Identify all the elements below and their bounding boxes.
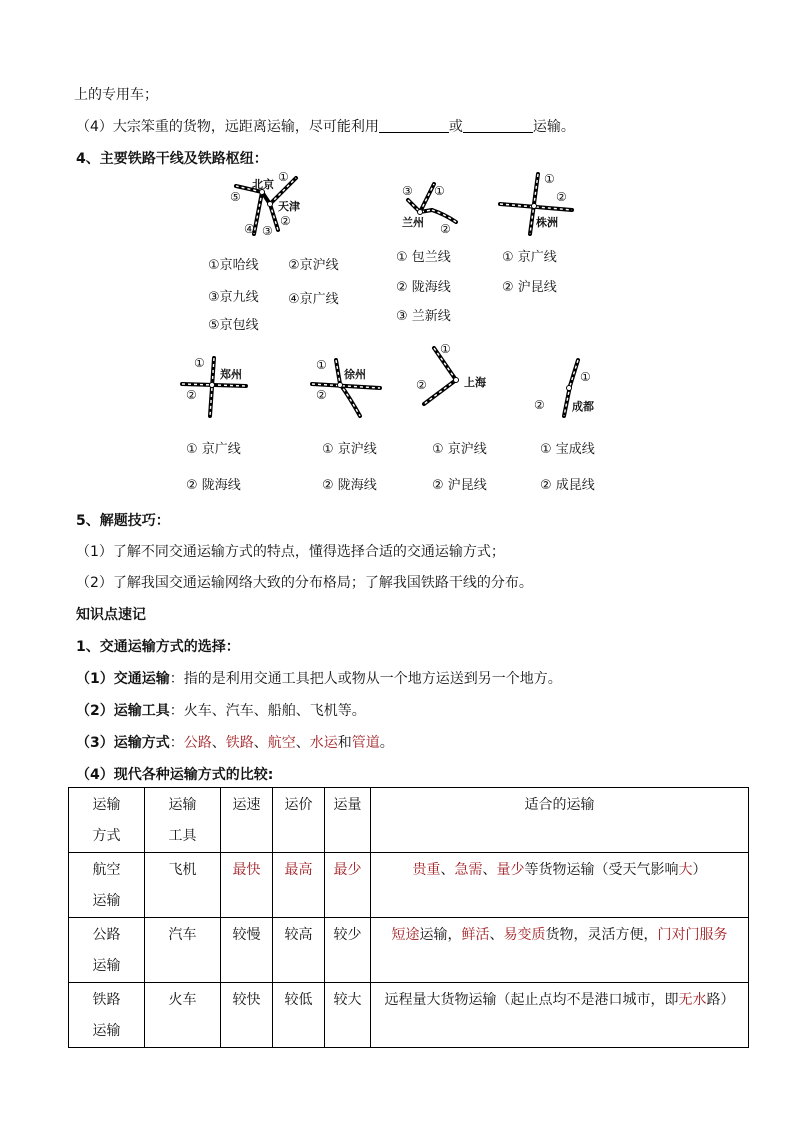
item4-text-c: 运输。	[532, 119, 575, 135]
cell-price: 较低	[273, 983, 325, 1048]
beijing-marker-5: ⑤	[230, 190, 241, 204]
tianjin-city-label: 天津	[278, 200, 300, 213]
transport-comparison-table	[68, 787, 749, 1048]
beijing-line-label-2: ②京沪线	[288, 258, 339, 273]
cell-speed: 最快	[221, 853, 273, 918]
table-row	[69, 853, 749, 918]
cell-mode: 公路运输	[69, 918, 145, 983]
chengdu-line-label-1: ① 宝成线	[540, 442, 595, 457]
beijing-marker-3: ③	[262, 224, 273, 238]
shanghai-city-label: 上海	[464, 376, 486, 389]
cell-suitable: 远程量大货物运输（起止点均不是港口城市，即无水路）	[371, 983, 749, 1048]
zhuzhou-city-label: 株洲	[536, 216, 558, 229]
knowledge-point-3	[76, 732, 394, 752]
xuzhou-line-label-2: ② 陇海线	[322, 478, 377, 493]
beijing-line-label-1: ①京哈线	[208, 258, 259, 273]
cell-volume: 较大	[325, 983, 371, 1048]
point-1-text: ：指的是利用交通工具把人或物从一个地方运送到另一个地方。	[169, 671, 562, 687]
section-5-heading: 5、解题技巧：	[76, 513, 170, 529]
chengdu-marker-2: ②	[534, 398, 545, 412]
item4-text-a: （4）大宗笨重的货物，远距离运输，尽可能利用	[76, 119, 379, 135]
separator: 、	[253, 735, 268, 751]
mode-pipeline: 管道	[351, 735, 380, 751]
lanzhou-marker-3: ③	[402, 184, 413, 198]
header-price: 运价	[273, 788, 325, 853]
header-mode: 运输方式	[69, 788, 145, 853]
cell-tool: 火车	[145, 983, 221, 1048]
beijing-line-label-5: ⑤京包线	[208, 318, 259, 333]
beijing-line-label-4: ④京广线	[288, 292, 339, 307]
cell-volume: 最少	[325, 853, 371, 918]
beijing-marker-4: ④	[244, 222, 255, 236]
mode-air: 航空	[267, 735, 296, 751]
shanghai-marker-1: ①	[440, 342, 451, 356]
cell-tool: 汽车	[145, 918, 221, 983]
point-3-colon: ：	[169, 735, 184, 751]
item4-text-b: 或	[448, 119, 463, 135]
period: 。	[379, 735, 394, 751]
zhuzhou-line-label-1: ① 京广线	[502, 250, 557, 265]
point-2-text: ：火车、汽车、船舶、飞机等。	[169, 703, 366, 719]
xuzhou-line-label-1: ① 京沪线	[322, 442, 377, 457]
xuzhou-marker-2: ②	[316, 388, 327, 402]
point-1-label: （1）交通运输	[76, 671, 170, 687]
table-row	[69, 983, 749, 1048]
section-4-heading: 4、主要铁路干线及铁路枢纽：	[76, 151, 268, 167]
separator: 、	[211, 735, 226, 751]
cell-tool: 飞机	[145, 853, 221, 918]
beijing-city-label: 北京	[252, 178, 274, 191]
zhengzhou-marker-1: ①	[194, 356, 205, 370]
cell-speed: 较慢	[221, 918, 273, 983]
beijing-line-label-3: ③京九线	[208, 290, 259, 305]
knowledge-heading: 知识点速记	[76, 607, 146, 623]
shanghai-marker-2: ②	[416, 378, 427, 392]
table-row	[69, 918, 749, 983]
tip-2: （2）了解我国交通运输网络大致的分布格局；了解我国铁路干线的分布。	[76, 575, 533, 591]
mode-railway: 铁路	[225, 735, 254, 751]
cell-price: 较高	[273, 918, 325, 983]
mode-highway: 公路	[183, 735, 212, 751]
lanzhou-marker-2: ②	[440, 222, 451, 236]
zhuzhou-marker-2: ②	[556, 190, 567, 204]
table-header-row	[69, 788, 749, 853]
header-speed: 运速	[221, 788, 273, 853]
cell-suitable: 短途运输，鲜活、易变质货物，灵活方便，门对门服务	[371, 918, 749, 983]
answer-blank-2	[463, 119, 533, 133]
cell-mode: 航空运输	[69, 853, 145, 918]
zhengzhou-line-label-2: ② 陇海线	[186, 478, 241, 493]
separator: 、	[295, 735, 310, 751]
knowledge-point-1	[76, 668, 562, 688]
header-tool: 运输工具	[145, 788, 221, 853]
zhengzhou-marker-2: ②	[186, 388, 197, 402]
chengdu-marker-1: ①	[580, 370, 591, 384]
tip-1: （1）了解不同交通运输方式的特点，懂得选择合适的交通运输方式；	[76, 544, 505, 560]
chengdu-city-label: 成都	[572, 400, 594, 413]
cell-suitable: 贵重、急需、量少等货物运输（受天气影响大）	[371, 853, 749, 918]
zhuzhou-line-label-2: ② 沪昆线	[502, 280, 557, 295]
zhengzhou-line-label-1: ① 京广线	[186, 442, 241, 457]
header-suitable: 适合的运输	[371, 788, 749, 853]
point-2-label: （2）运输工具	[76, 703, 170, 719]
knowledge-point-2	[76, 700, 366, 720]
lanzhou-marker-1: ①	[434, 184, 445, 198]
beijing-marker-2: ②	[280, 214, 291, 228]
knowledge-point-4: （4）现代各种运输方式的比较:	[76, 767, 274, 783]
lanzhou-line-label-1: ① 包兰线	[396, 250, 451, 265]
lanzhou-city-label: 兰州	[402, 216, 424, 229]
lanzhou-line-label-2: ② 陇海线	[396, 280, 451, 295]
beijing-marker-1: ①	[278, 170, 289, 184]
intro-line-1: 上的专用车；	[74, 87, 158, 103]
xuzhou-marker-1: ①	[316, 358, 327, 372]
cell-speed: 较快	[221, 983, 273, 1048]
cell-price: 最高	[273, 853, 325, 918]
intro-item-4	[76, 116, 575, 136]
shanghai-line-label-1: ① 京沪线	[432, 442, 487, 457]
lanzhou-line-label-3: ③ 兰新线	[396, 309, 451, 324]
header-volume: 运量	[325, 788, 371, 853]
cell-volume: 较少	[325, 918, 371, 983]
separator: 和	[337, 735, 352, 751]
zhuzhou-marker-1: ①	[544, 172, 555, 186]
point-3-label: （3）运输方式	[76, 735, 170, 751]
knowledge-subheading-1: 1、交通运输方式的选择：	[76, 639, 240, 655]
mode-water: 水运	[309, 735, 338, 751]
xuzhou-city-label: 徐州	[344, 368, 366, 381]
zhengzhou-city-label: 郑州	[220, 368, 242, 381]
answer-blank-1	[379, 119, 449, 133]
cell-mode: 铁路运输	[69, 983, 145, 1048]
chengdu-line-label-2: ② 成昆线	[540, 478, 595, 493]
shanghai-line-label-2: ② 沪昆线	[432, 478, 487, 493]
